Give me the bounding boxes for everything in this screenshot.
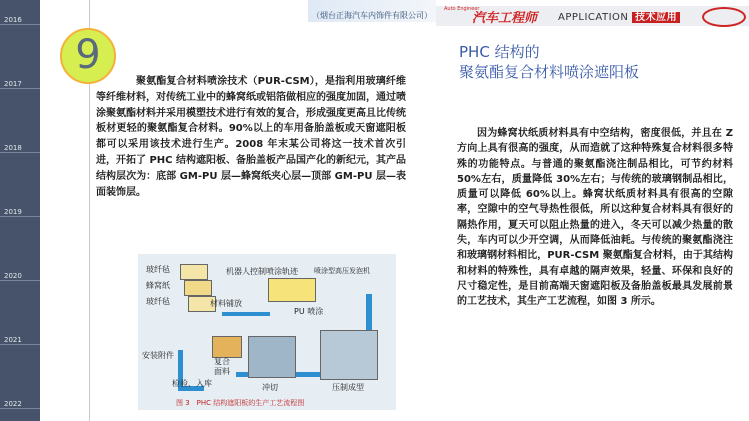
label-laying: 材料铺放 bbox=[210, 299, 242, 308]
honeycomb-layer-image bbox=[184, 280, 212, 296]
punch-machine-image bbox=[248, 336, 296, 378]
timeline-tick bbox=[0, 408, 40, 409]
timeline-year-2016[interactable]: 2016 bbox=[4, 16, 22, 24]
spray-mold-image bbox=[268, 278, 316, 302]
section-label bbox=[558, 8, 680, 23]
magazine-name: 汽车工程师 bbox=[472, 11, 538, 26]
flow-arrow bbox=[222, 312, 270, 316]
label-surface: 面料 bbox=[214, 367, 230, 376]
fiberglass-layer-image bbox=[180, 264, 208, 280]
label-punch: 冲切 bbox=[262, 383, 278, 392]
item-title-line1: PHC 结构的 bbox=[459, 43, 540, 61]
fabric-image bbox=[212, 336, 242, 358]
section-label-cn: 技术应用 bbox=[632, 12, 680, 23]
label-pu-spray: PU 喷涂 bbox=[294, 307, 324, 316]
process-flow-figure bbox=[138, 254, 396, 410]
label-fiberglass-top: 玻纤毡 bbox=[146, 265, 170, 274]
timeline-year-2017[interactable]: 2017 bbox=[4, 80, 22, 88]
timeline-tick bbox=[0, 152, 40, 153]
timeline-year-2020[interactable]: 2020 bbox=[4, 272, 22, 280]
label-fiberglass-bottom: 玻纤毡 bbox=[146, 297, 170, 306]
label-inspect: 检验、入库 bbox=[172, 379, 212, 388]
label-robot: 机器人控制喷涂轨迹 bbox=[226, 267, 298, 276]
press-machine-image bbox=[320, 330, 378, 380]
timeline-year-2022[interactable]: 2022 bbox=[4, 400, 22, 408]
item-title bbox=[459, 42, 639, 82]
magazine-name-en: Auto Engineer bbox=[444, 6, 480, 12]
label-honeycomb: 蜂窝纸 bbox=[146, 281, 170, 290]
timeline-tick bbox=[0, 24, 40, 25]
item-number: 9 bbox=[75, 32, 101, 78]
timeline-tick bbox=[0, 344, 40, 345]
timeline-year-2021[interactable]: 2021 bbox=[4, 336, 22, 344]
body-paragraph-right: 因为蜂窝状纸质材料具有中空结构，密度很低，并且在 Z 方向上具有很高的强度，从而造就了这种特殊复合材料很多特殊的功能特点。与普通的聚氨酯浇注制品相比，可节约材料 50%左右，质量降低 30%左右；与传统的玻璃钢制品相比，质量可以降低 60%以上。蜂窝状纸质材料具有很高的空隙率，空隙中的空气导热性很低，所以这种复合材料具有很好的隔热作用，夏天可以阻止热量的进入，冬天可以减少热量的散失，车内可以少开空调，从而降低油耗。与传统的聚氨酯浇注和玻璃钢材料相比，PUR-CSM 聚氨酯复合材料，由于其结构和材料的特殊性，具有卓越的隔声效果，轻量、环保和良好的尺寸稳定性，是目前高端天窗遮阳板及备胎盖板最具发展前景的工艺技术，其生产工艺流程，如图 3 所示。 bbox=[457, 128, 733, 308]
label-install: 安装附件 bbox=[142, 351, 174, 360]
label-press: 压制成型 bbox=[332, 383, 364, 392]
label-composite: 复合 bbox=[214, 357, 230, 366]
body-paragraph-left: 聚氨酯复合材料喷涂技术（PUR-CSM），是指利用玻璃纤维等纤维材料，对传统工业中的蜂窝纸或铝箔做相应的强度加固，通过喷涂聚氨酯材料并采用模塑技术进行有效的复合，形成强度更高且比传统板材更轻的聚氨酯复合材料。90%以上的车用备胎盖板或天窗遮阳板都可以采用该技术进行生产。2008 年末某公司将这一技术首次引进，开拓了 PHC 结构遮阳板、备胎盖板产品国产化的新纪元，其产品结构层次为：底部 GM-PU 层—蜂窝纸夹心层—顶部 GM-PU 层—表面装饰层。 bbox=[96, 76, 406, 198]
magazine-logo-icon bbox=[702, 7, 746, 27]
timeline-tick bbox=[0, 280, 40, 281]
timeline-year-2018[interactable]: 2018 bbox=[4, 144, 22, 152]
figure-caption: 图 3 PHC 结构遮阳板的生产工艺流程图 bbox=[176, 399, 305, 407]
photo-caption: （烟台正海汽车内饰件有限公司） bbox=[312, 11, 432, 20]
item-title-line2: 聚氨酯复合材料喷涂遮阳板 bbox=[459, 63, 640, 81]
timeline-tick bbox=[0, 216, 40, 217]
timeline-tick bbox=[0, 88, 40, 89]
section-label-en: APPLICATION bbox=[558, 12, 629, 23]
timeline-year-2019[interactable]: 2019 bbox=[4, 208, 22, 216]
label-nozzle: 喷涂型高压发泡机 bbox=[314, 267, 370, 275]
